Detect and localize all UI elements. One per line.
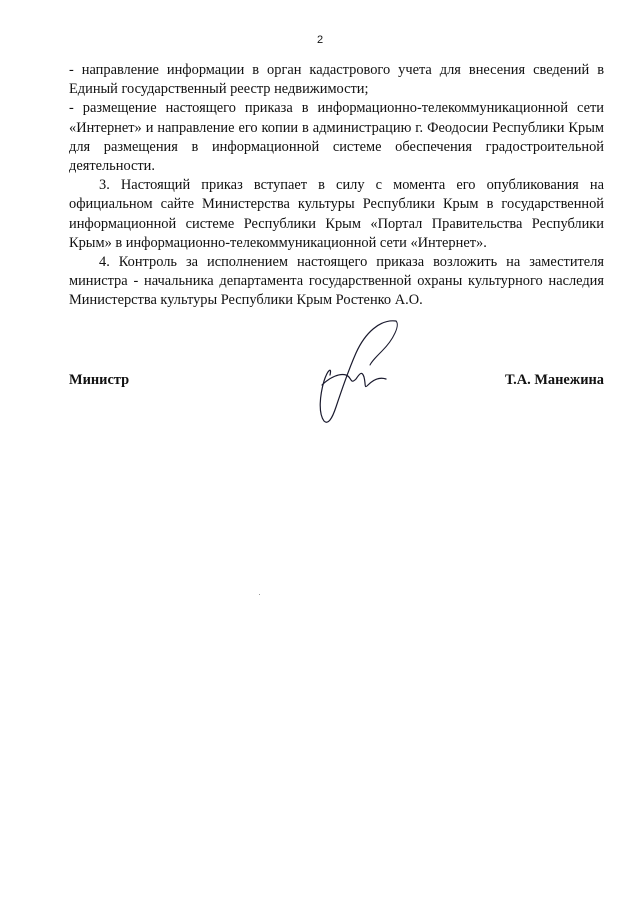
- handwritten-signature: [310, 315, 410, 430]
- paragraph-internet-publication: - размещение настоящего приказа в информационно-телекоммуникационной сети «Интернет» и направление его копии в администрацию г. Феодосии Республики Крым для размещения в информационной системе обеспечения градостроительной деятельности.: [69, 100, 604, 175]
- paragraph-control: 4. Контроль за исполнением настоящего приказа возложить на заместителя министра - начальника департамента государственной охраны культурного наследия Министерства культуры Республики Крым Ростенко А.О.: [69, 254, 604, 309]
- paragraph-cadastral-info: - направление информации в орган кадастрового учета для внесения сведений в Единый государственный реестр недвижимости;: [69, 62, 604, 98]
- scan-speck: [259, 594, 260, 595]
- document-body: [69, 61, 604, 311]
- paragraph-effective-date: 3. Настоящий приказ вступает в силу с момента его опубликования на официальном сайте Министерства культуры Республики Крым в государственной информационной системе Республики Крым «Портал Правительства Республики Крым» в информационно-телекоммуникационной сети «Интернет».: [69, 177, 604, 251]
- page-number: 2: [316, 34, 324, 46]
- signer-title: Министр: [69, 372, 130, 388]
- signer-name: Т.А. Манежина: [504, 372, 604, 388]
